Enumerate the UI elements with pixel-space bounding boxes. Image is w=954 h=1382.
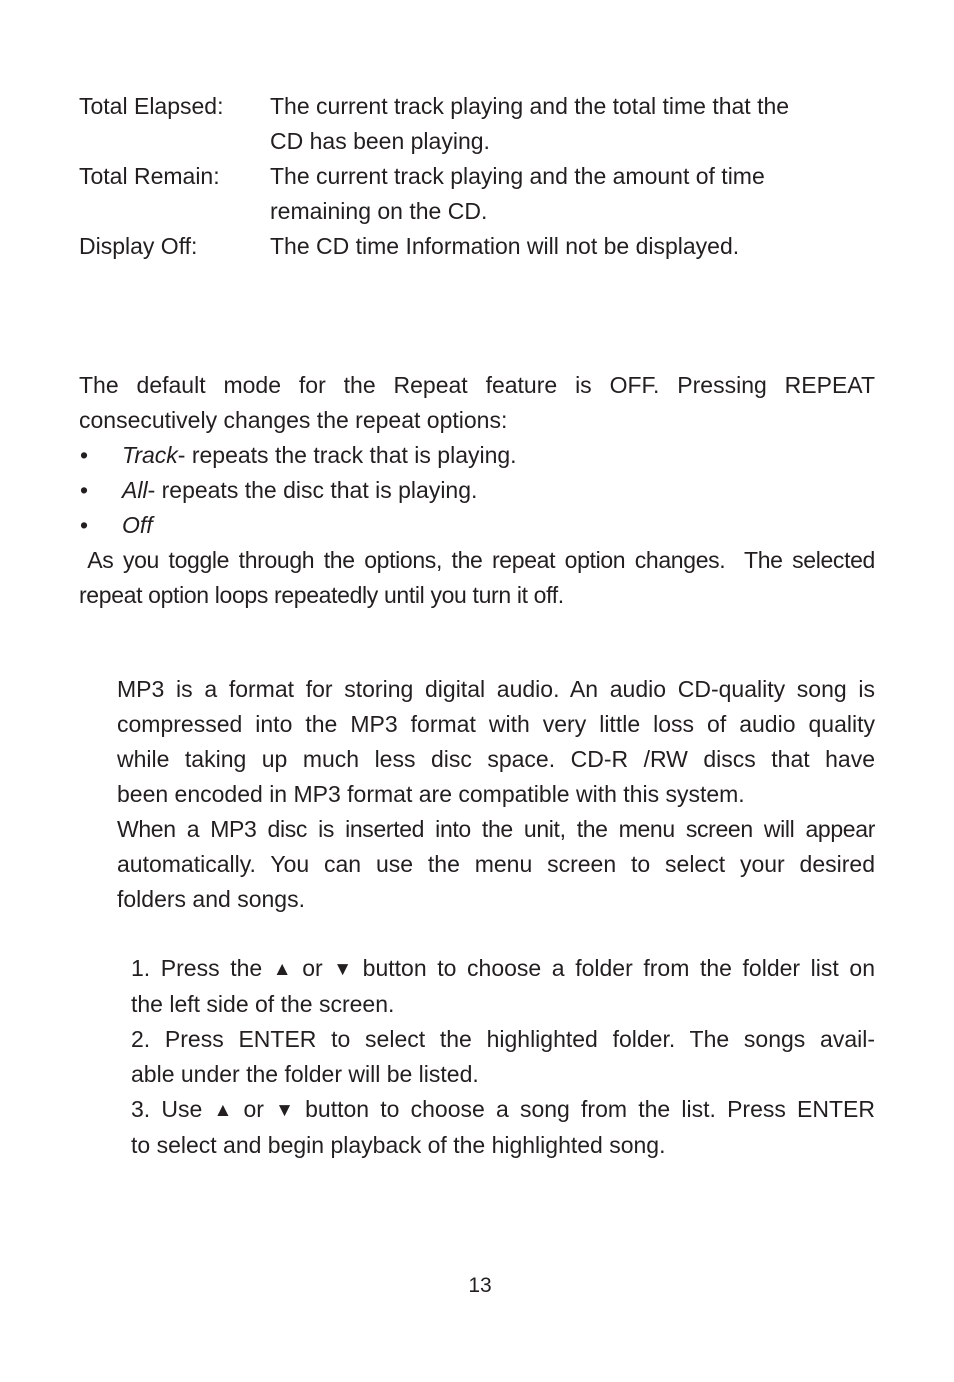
step-1-line [131, 951, 875, 987]
repeat-outro-line: As you toggle through the options, the repeat option changes. The selected [79, 547, 875, 573]
display-option-term: Display Off: [79, 233, 198, 259]
step-1-line: the left side of the screen. [131, 991, 395, 1017]
bullet-icon: • [80, 512, 89, 538]
display-option-description [270, 159, 879, 229]
display-option-description [270, 229, 879, 264]
repeat-option-term: All [122, 477, 148, 503]
step-text: button to choose a song from the list. Press ENTER [293, 1096, 876, 1122]
mp3-line: MP3 is a format for storing digital audio. An audio CD-quality song is [117, 676, 875, 702]
mp3-line: been encoded in MP3 format are compatible with this system. [117, 781, 745, 807]
step-text: 1. Press the [131, 955, 273, 981]
step-3-line: to select and begin playback of the highlighted song. [131, 1132, 666, 1158]
description-line: The current track playing and the amount of time [270, 163, 765, 189]
description-line: The CD time Information will not be displayed. [270, 233, 740, 259]
mp3-line: automatically. You can use the menu screen to select your desired [117, 851, 875, 877]
step-text: or [291, 955, 334, 981]
description-line: CD has been playing. [270, 128, 490, 154]
repeat-section [79, 368, 875, 613]
mp3-steps [131, 951, 875, 1163]
step-text: or [232, 1096, 276, 1122]
display-option-term: Total Elapsed: [79, 93, 224, 119]
repeat-intro-line: The default mode for the Repeat feature is OFF. Pressing REPEAT [79, 372, 875, 398]
bullet-icon: • [80, 442, 89, 468]
down-arrow-icon: ▼ [275, 1100, 294, 1121]
display-option-description [270, 89, 879, 159]
up-arrow-icon: ▲ [272, 959, 292, 980]
repeat-outro-line: repeat option loops repeatedly until you turn it off. [79, 582, 564, 608]
step-text: button to choose a folder from the folder list on [352, 955, 875, 981]
repeat-option-desc: - repeats the track that is playing. [177, 442, 517, 468]
repeat-options-list [79, 438, 875, 543]
repeat-option-text [122, 438, 517, 473]
repeat-option-track [79, 438, 875, 473]
mp3-line: When a MP3 disc is inserted into the unit, the menu screen will appear [117, 816, 875, 842]
repeat-option-term: Track [122, 442, 178, 468]
repeat-option-text [122, 508, 153, 543]
display-options-list [79, 89, 879, 264]
page-number: 13 [468, 1274, 492, 1297]
step-3-line [131, 1092, 875, 1128]
description-line: The current track playing and the total time that the [270, 93, 790, 119]
mp3-line: folders and songs. [117, 886, 305, 912]
repeat-option-term: Off [122, 512, 153, 538]
repeat-intro-line: consecutively changes the repeat options: [79, 407, 508, 433]
display-option-total-remain [79, 159, 879, 229]
up-arrow-icon: ▲ [213, 1100, 233, 1121]
mp3-section [117, 672, 875, 917]
step-2-line: able under the folder will be listed. [131, 1061, 479, 1087]
down-arrow-icon: ▼ [333, 959, 353, 980]
step-2-line: 2. Press ENTER to select the highlighted folder. The songs avail- [131, 1026, 875, 1052]
bullet-icon: • [80, 477, 89, 503]
display-option-total-elapsed [79, 89, 879, 159]
mp3-line: compressed into the MP3 format with very little loss of audio quality [117, 711, 875, 737]
step-text: 3. Use [131, 1096, 214, 1122]
display-option-display-off [79, 229, 879, 264]
mp3-line: while taking up much less disc space. CD-R /RW discs that have [117, 746, 875, 772]
repeat-option-text [122, 473, 477, 508]
repeat-option-desc: - repeats the disc that is playing. [147, 477, 478, 503]
description-line: remaining on the CD. [270, 198, 488, 224]
repeat-option-off [79, 508, 875, 543]
display-option-term: Total Remain: [79, 163, 220, 189]
repeat-option-all [79, 473, 875, 508]
